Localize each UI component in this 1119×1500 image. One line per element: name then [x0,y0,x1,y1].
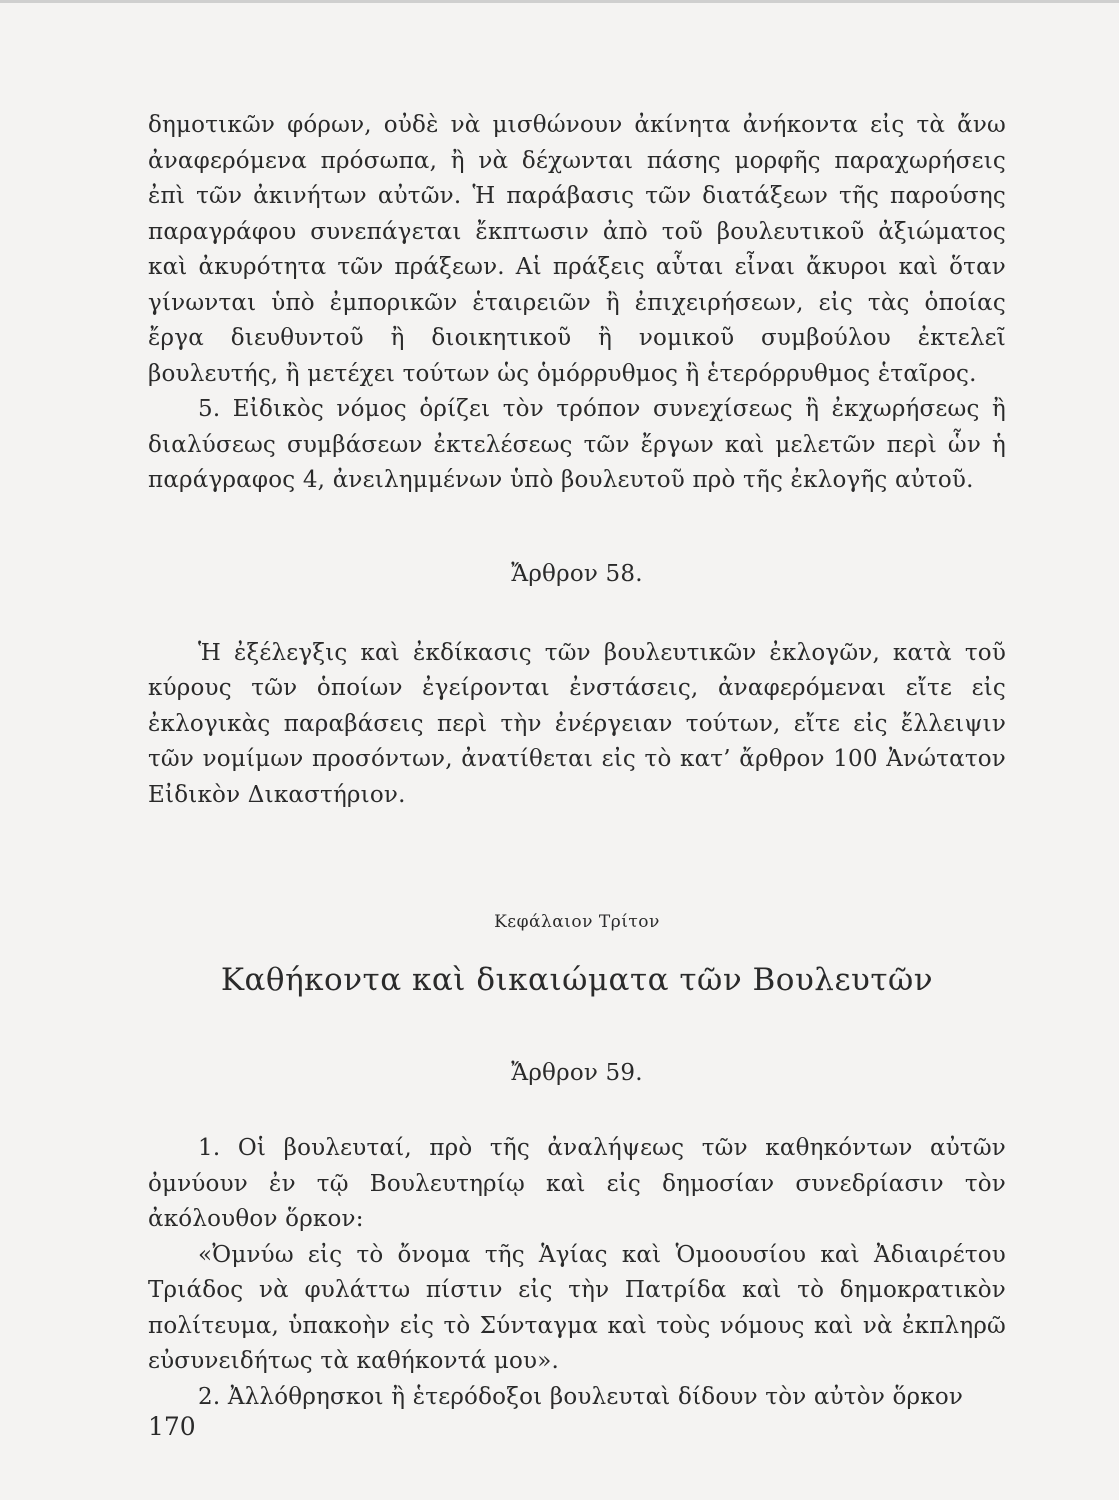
article-59-heading: Ἄρθρον 59. [511,1060,643,1086]
paragraph-oath: «Ὀμνύω εἰς τὸ ὄνομα τῆς Ἁγίας καὶ Ὁμοουσίου καὶ Ἀδιαιρέτου Τριάδος νὰ φυλάττω πίστιν εἰς τὴν Πατρίδα καὶ τὸ δημοκρατικὸν πολίτευμα, ὑπακοὴν εἰς τὸ Σύνταγμα καὶ τοὺς νόμους καὶ νὰ ἐκπληρῶ εὐσυνειδήτως τὰ καθήκοντά μου». [148,1241,1006,1374]
paragraph-article-58: Ἡ ἐξέλεγξις καὶ ἐκδίκασις τῶν βουλευτικῶν ἐκλογῶν, κατὰ τοῦ κύρους τῶν ὁποίων ἐγείρονται ἐνστάσεις, ἀναφερόμεναι εἴτε εἰς ἐκλογικὰς παραβάσεις περὶ τὴν ἐνέργειαν τούτων, εἴτε εἰς ἔλλειψιν τῶν νομίμων προσόντων, ἀνατίθεται εἰς τὸ κατ’ ἄρθρον 100 Ἀνώτατον Εἰδικὸν Δικαστήριον. [148,639,1006,808]
document-page [148,108,1006,1415]
paragraph-article-59-2: 2. Ἀλλόθρησκοι ἢ ἑτερόδοξοι βουλευταὶ δίδουν τὸν αὐτὸν ὅρκον [198,1383,964,1410]
paragraph-continuation: δημοτικῶν φόρων, οὐδὲ νὰ μισθώνουν ἀκίνητα ἀνήκοντα εἰς τὰ ἄνω ἀναφερόμενα πρόσωπα, ἢ νὰ δέχωνται πάσης μορφῆς παραχωρήσεις ἐπὶ τῶν ἀκινήτων αὐτῶν. Ἡ παράβασις τῶν διατάξεων τῆς παρούσης παραγράφου συνεπάγεται ἔκπτωσιν ἀπὸ τοῦ βουλευτικοῦ ἀξιώματος καὶ ἀκυρότητα τῶν πράξεων. Αἱ πράξεις αὗται εἶναι ἄκυροι καὶ ὅταν γίνωνται ὑπὸ ἐμπορικῶν ἑταιρειῶν ἢ ἐπιχειρήσεων, εἰς τὰς ὁποίας ἔργα διευθυντοῦ ἢ διοικητικοῦ ἢ νομικοῦ συμβούλου ἐκτελεῖ βουλευτής, ἢ μετέχει τούτων ὡς ὁμόρρυθμος ἢ ἑτερόρρυθμος ἑταῖρος. [148,112,1006,387]
page-top-edge [0,0,1119,3]
article-58-heading: Ἄρθρον 58. [511,560,643,587]
page-number: 170 [148,1412,196,1441]
paragraph-section-5: 5. Εἰδικὸς νόμος ὁρίζει τὸν τρόπον συνεχίσεως ἢ ἐκχωρήσεως ἢ διαλύσεως συμβάσεων ἐκτελέσεως τῶν ἔργων καὶ μελετῶν περὶ ὧν ἡ παράγραφος 4, ἀνειλημμένων ὑπὸ βουλευτοῦ πρὸ τῆς ἐκλογῆς αὐτοῦ. [148,396,1006,493]
chapter-title: Καθήκοντα καὶ δικαιώματα τῶν Βουλευτῶν [220,961,934,998]
paragraph-article-59-1: 1. Οἱ βουλευταί, πρὸ τῆς ἀναλήψεως τῶν καθηκόντων αὐτῶν ὀμνύουν ἐν τῷ Βουλευτηρίῳ καὶ εἰς δημοσίαν συνεδρίασιν τὸν ἀκόλουθον ὅρκον: [148,1135,1006,1232]
chapter-label: Κεφάλαιον Τρίτον [494,912,660,932]
